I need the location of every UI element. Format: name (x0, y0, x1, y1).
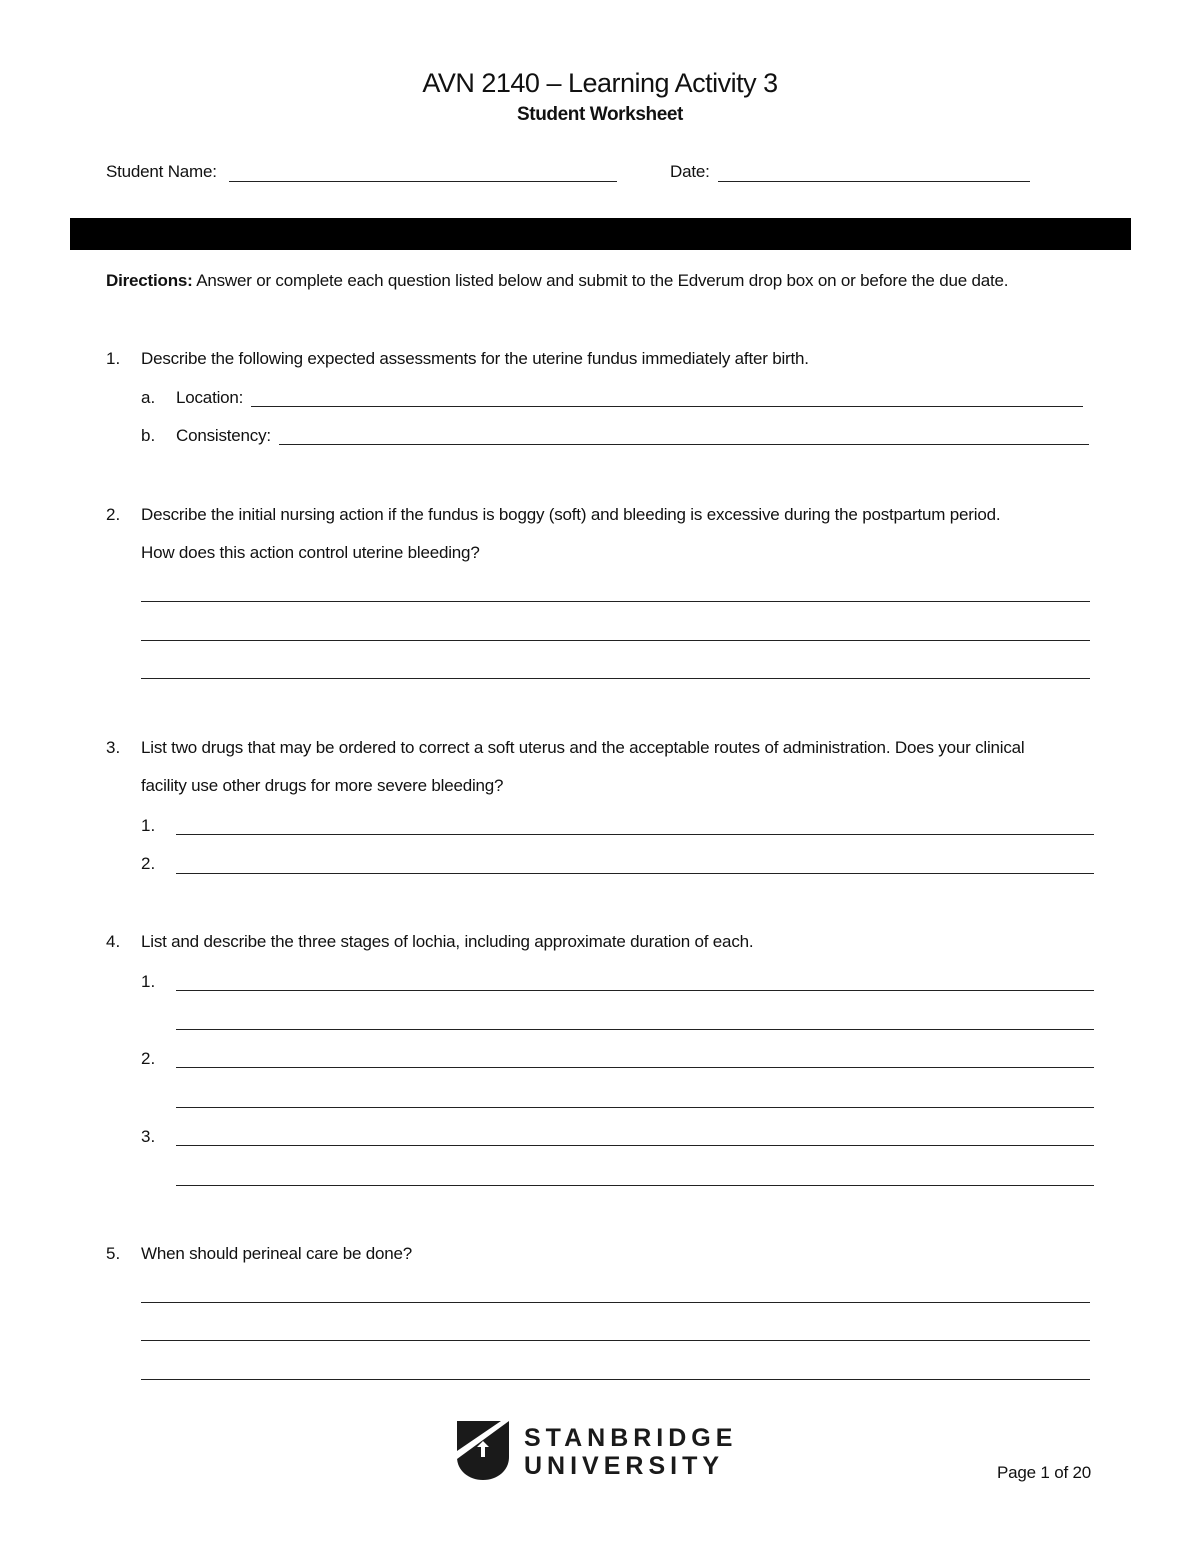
date-field[interactable] (718, 181, 1030, 182)
question-3-item-2-number: 2. (141, 854, 156, 873)
question-4-answer-line[interactable] (176, 1145, 1094, 1146)
worksheet-title: AVN 2140 – Learning Activity 3 (422, 68, 778, 98)
question-4-item-1-number: 1. (141, 972, 156, 991)
student-name-label: Student Name: (106, 162, 217, 181)
question-3-answer-line[interactable] (176, 873, 1094, 874)
question-1-text: Describe the following expected assessments for the uterine fundus immediately after birth. (141, 349, 809, 368)
question-3-text-line1: List two drugs that may be ordered to correct a soft uterus and the acceptable routes of administration. Does your clinical (141, 738, 1025, 757)
question-3-item-1-number: 1. (141, 816, 156, 835)
question-5-number: 5. (106, 1244, 121, 1263)
header-divider-bar (70, 218, 1131, 250)
question-2-answer-line[interactable] (141, 640, 1090, 641)
question-3-number: 3. (106, 738, 121, 757)
question-4-answer-line[interactable] (176, 1029, 1094, 1030)
question-2-answer-line[interactable] (141, 601, 1090, 602)
question-4-item-2-number: 2. (141, 1049, 156, 1068)
question-5-answer-line[interactable] (141, 1302, 1090, 1303)
question-2-number: 2. (106, 505, 121, 524)
location-label: Location: (176, 388, 244, 407)
question-4-answer-line[interactable] (176, 1107, 1094, 1108)
question-3-answer-line[interactable] (176, 834, 1094, 835)
location-answer-line[interactable] (251, 406, 1083, 407)
question-2-answer-line[interactable] (141, 678, 1090, 679)
question-5-answer-line[interactable] (141, 1379, 1090, 1380)
directions-text: Answer or complete each question listed below and submit to the Edverum drop box on or before the due date. (196, 271, 1009, 290)
question-5-text: When should perineal care be done? (141, 1244, 413, 1263)
question-3-text-line2: facility use other drugs for more severe bleeding? (141, 776, 504, 795)
directions-label: Directions: (106, 271, 193, 290)
question-2-text-line2: How does this action control uterine bleeding? (141, 543, 480, 562)
question-1b-marker: b. (141, 426, 156, 445)
question-4-item-3-number: 3. (141, 1127, 156, 1146)
page-number: Page 1 of 20 (997, 1463, 1092, 1482)
question-1-number: 1. (106, 349, 121, 368)
question-4-answer-line[interactable] (176, 1067, 1094, 1068)
question-5-answer-line[interactable] (141, 1340, 1090, 1341)
question-4-number: 4. (106, 932, 121, 951)
question-4-text: List and describe the three stages of lochia, including approximate duration of each. (141, 932, 754, 951)
question-1a-marker: a. (141, 388, 156, 407)
consistency-label: Consistency: (176, 426, 271, 445)
directions (106, 271, 1008, 291)
logo-wordmark-line1: STANBRIDGE (524, 1424, 738, 1452)
consistency-answer-line[interactable] (279, 444, 1089, 445)
question-4-answer-line[interactable] (176, 1185, 1094, 1186)
question-4-answer-line[interactable] (176, 990, 1094, 991)
student-name-field[interactable] (229, 181, 617, 182)
date-label: Date: (670, 162, 710, 181)
worksheet-subtitle: Student Worksheet (517, 104, 683, 125)
shield-logo-icon (457, 1421, 509, 1481)
question-2-text-line1: Describe the initial nursing action if the fundus is boggy (soft) and bleeding is excessive during the postpartum period. (141, 505, 1001, 524)
logo-wordmark-line2: UNIVERSITY (524, 1452, 725, 1480)
